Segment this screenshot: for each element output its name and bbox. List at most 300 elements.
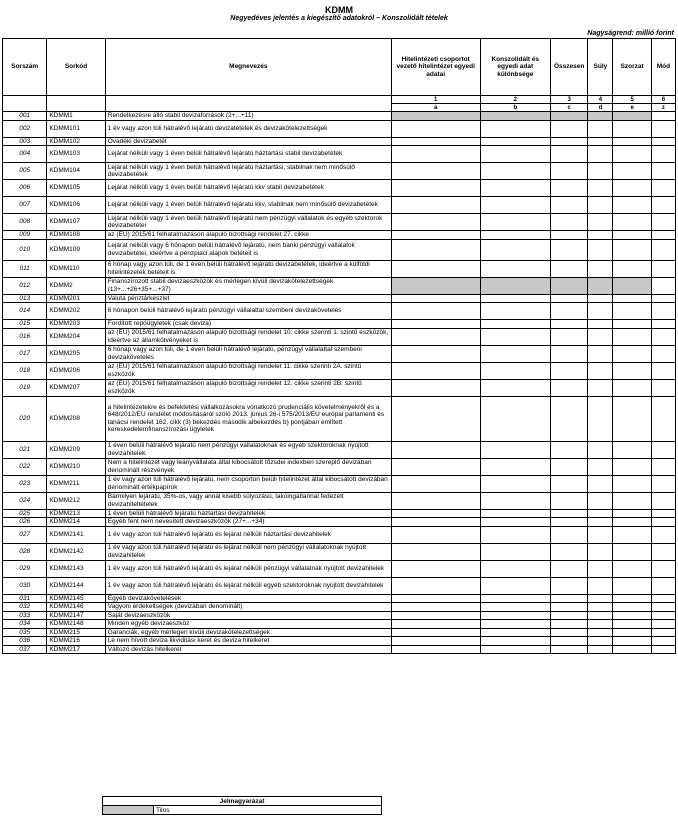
value-cell[interactable] (391, 294, 480, 303)
row-description: az (EU) 2015/61 felhatalmazáson alapuló bizottsági rendelet 27. cikke (105, 231, 391, 240)
value-cell[interactable] (391, 362, 480, 379)
table-row (3, 645, 676, 654)
value-cell[interactable] (588, 362, 613, 379)
value-cell[interactable] (613, 620, 651, 629)
col-letter: c (551, 104, 588, 112)
table-row (3, 603, 676, 612)
row-description: Egyéb fent nem nevesített devizaeszközök (27+...+34) (105, 518, 391, 527)
value-cell[interactable] (480, 603, 551, 612)
row-number: 016 (3, 328, 47, 345)
row-number: 031 (3, 594, 47, 603)
value-cell[interactable] (391, 214, 480, 231)
value-cell[interactable] (651, 458, 675, 475)
row-number: 027 (3, 526, 47, 543)
value-cell[interactable] (480, 509, 551, 518)
row-description: 1 éven belüli hátralévő lejáratú nem pénzügyi vállalatoknak és egyéb szektoroknak nyújtott devizahitelek (105, 441, 391, 458)
forbidden-cell (588, 277, 613, 294)
value-cell[interactable] (480, 458, 551, 475)
row-description: Vagyoni érdekeltségek (devizában denominált) (105, 603, 391, 612)
value-cell[interactable] (551, 320, 588, 329)
value-cell[interactable] (391, 620, 480, 629)
row-description: Finanszírozott stabil devizaeszközök és mérlegen kívüli devizakötelezettségek (13+...+26+35+...+37) (105, 277, 391, 294)
value-cell[interactable] (551, 163, 588, 180)
value-cell[interactable] (480, 197, 551, 214)
value-cell[interactable] (651, 577, 675, 594)
value-cell[interactable] (588, 303, 613, 320)
value-cell[interactable] (588, 560, 613, 577)
forbidden-cell (588, 112, 613, 121)
value-cell[interactable] (391, 320, 480, 329)
value-cell[interactable] (551, 137, 588, 146)
table-row (3, 260, 676, 277)
value-cell[interactable] (480, 492, 551, 509)
table-row (3, 214, 676, 231)
value-cell[interactable] (480, 518, 551, 527)
value-cell[interactable] (480, 441, 551, 458)
value-cell[interactable] (651, 112, 675, 121)
value-cell[interactable] (391, 611, 480, 620)
value-cell[interactable] (613, 294, 651, 303)
value-cell[interactable] (613, 362, 651, 379)
value-cell[interactable] (588, 180, 613, 197)
value-cell[interactable] (391, 120, 480, 137)
row-code: KDMM214 (47, 518, 105, 527)
row-code: KDMM208 (47, 396, 105, 441)
value-cell[interactable] (551, 260, 588, 277)
value-cell[interactable] (613, 603, 651, 612)
table-row (3, 560, 676, 577)
value-cell[interactable] (613, 637, 651, 646)
col-letter: d (588, 104, 613, 112)
value-cell[interactable] (551, 239, 588, 260)
value-cell[interactable] (551, 492, 588, 509)
value-cell[interactable] (391, 379, 480, 396)
value-cell[interactable] (613, 441, 651, 458)
value-cell[interactable] (391, 628, 480, 637)
value-cell[interactable] (613, 260, 651, 277)
value-cell[interactable] (480, 163, 551, 180)
value-cell[interactable] (551, 197, 588, 214)
value-cell[interactable] (613, 137, 651, 146)
table-row (3, 628, 676, 637)
value-cell[interactable] (551, 475, 588, 492)
value-cell[interactable] (588, 328, 613, 345)
value-cell[interactable] (613, 120, 651, 137)
table-row (3, 594, 676, 603)
value-cell[interactable] (480, 560, 551, 577)
value-cell[interactable] (551, 379, 588, 396)
table-row (3, 120, 676, 137)
row-number: 001 (3, 112, 47, 121)
table-row (3, 239, 676, 260)
value-cell[interactable] (588, 320, 613, 329)
value-cell[interactable] (651, 526, 675, 543)
value-cell[interactable] (588, 475, 613, 492)
value-cell[interactable] (391, 180, 480, 197)
value-cell[interactable] (588, 120, 613, 137)
forbidden-cell (613, 277, 651, 294)
report-title: KDMM (325, 5, 353, 15)
value-cell[interactable] (480, 260, 551, 277)
value-cell[interactable] (588, 379, 613, 396)
value-cell[interactable] (588, 594, 613, 603)
value-cell[interactable] (588, 231, 613, 240)
value-cell[interactable] (480, 320, 551, 329)
value-cell[interactable] (551, 543, 588, 560)
value-cell[interactable] (588, 396, 613, 441)
value-cell[interactable] (551, 594, 588, 603)
value-cell[interactable] (480, 328, 551, 345)
table-row (3, 492, 676, 509)
value-cell[interactable] (651, 594, 675, 603)
value-cell[interactable] (588, 345, 613, 362)
value-cell[interactable] (480, 611, 551, 620)
value-cell[interactable] (613, 396, 651, 441)
value-cell[interactable] (480, 543, 551, 560)
value-cell[interactable] (480, 214, 551, 231)
value-cell[interactable] (651, 645, 675, 654)
row-code: KDMM210 (47, 458, 105, 475)
row-number: 023 (3, 475, 47, 492)
value-cell[interactable] (613, 303, 651, 320)
row-number: 035 (3, 628, 47, 637)
value-cell[interactable] (551, 458, 588, 475)
row-number: 012 (3, 277, 47, 294)
value-cell[interactable] (588, 163, 613, 180)
value-cell[interactable] (551, 146, 588, 163)
value-cell[interactable] (651, 518, 675, 527)
value-cell[interactable] (651, 231, 675, 240)
value-cell[interactable] (551, 628, 588, 637)
value-cell[interactable] (391, 492, 480, 509)
value-cell[interactable] (588, 509, 613, 518)
value-cell[interactable] (613, 163, 651, 180)
value-cell[interactable] (613, 379, 651, 396)
value-cell[interactable] (480, 637, 551, 646)
row-number: 034 (3, 620, 47, 629)
value-cell[interactable] (391, 458, 480, 475)
row-number: 030 (3, 577, 47, 594)
value-cell[interactable] (391, 396, 480, 441)
table-row (3, 620, 676, 629)
value-cell[interactable] (588, 197, 613, 214)
value-cell[interactable] (588, 620, 613, 629)
value-cell[interactable] (651, 294, 675, 303)
value-cell[interactable] (391, 577, 480, 594)
value-cell[interactable] (651, 543, 675, 560)
value-cell[interactable] (480, 137, 551, 146)
value-cell[interactable] (391, 475, 480, 492)
value-cell[interactable] (651, 492, 675, 509)
row-code: KDMM105 (47, 180, 105, 197)
value-cell[interactable] (613, 560, 651, 577)
value-cell[interactable] (651, 603, 675, 612)
row-description: Lejárat nélküli vagy 1 éven belüli hátralévő lejáratú nem pénzügyi vállalatok és egyéb szektorok devizabetétei (105, 214, 391, 231)
value-cell[interactable] (613, 214, 651, 231)
value-cell[interactable] (480, 628, 551, 637)
value-cell[interactable] (551, 294, 588, 303)
row-number: 028 (3, 543, 47, 560)
table-row (3, 518, 676, 527)
row-number: 011 (3, 260, 47, 277)
value-cell[interactable] (391, 594, 480, 603)
value-cell[interactable] (551, 345, 588, 362)
value-cell[interactable] (588, 492, 613, 509)
value-cell[interactable] (613, 594, 651, 603)
value-cell[interactable] (480, 526, 551, 543)
value-cell[interactable] (613, 475, 651, 492)
row-description: Lejárat nélküli vagy 1 éven belüli hátralévő lejáratú kkv stabil devizabetétek (105, 180, 391, 197)
value-cell[interactable] (613, 577, 651, 594)
value-cell[interactable] (651, 345, 675, 362)
value-cell[interactable] (391, 146, 480, 163)
value-cell[interactable] (391, 645, 480, 654)
table-row (3, 509, 676, 518)
value-cell[interactable] (651, 260, 675, 277)
col-header-2: Konszolidált és egyedi adat különbsége (480, 39, 551, 96)
value-cell[interactable] (613, 146, 651, 163)
value-cell[interactable] (613, 328, 651, 345)
value-cell[interactable] (551, 603, 588, 612)
table-row (3, 146, 676, 163)
value-cell[interactable] (613, 197, 651, 214)
row-number: 007 (3, 197, 47, 214)
value-cell[interactable] (391, 543, 480, 560)
row-number: 026 (3, 518, 47, 527)
value-cell[interactable] (391, 518, 480, 527)
value-cell[interactable] (651, 611, 675, 620)
row-description: 6 hónapon belüli hátralévő lejáratú pénzügyi vállalattal szembeni devizakövetelés (105, 303, 391, 320)
value-cell[interactable] (651, 637, 675, 646)
value-cell[interactable] (651, 163, 675, 180)
value-cell[interactable] (651, 628, 675, 637)
value-cell[interactable] (613, 509, 651, 518)
value-cell[interactable] (651, 137, 675, 146)
value-cell[interactable] (551, 120, 588, 137)
value-cell[interactable] (391, 239, 480, 260)
value-cell[interactable] (651, 120, 675, 137)
value-cell[interactable] (651, 303, 675, 320)
value-cell[interactable] (651, 239, 675, 260)
value-cell[interactable] (551, 231, 588, 240)
value-cell[interactable] (613, 518, 651, 527)
value-cell[interactable] (651, 396, 675, 441)
col-number: 2 (480, 96, 551, 104)
value-cell[interactable] (588, 214, 613, 231)
value-cell[interactable] (391, 526, 480, 543)
value-cell[interactable] (480, 180, 551, 197)
row-code: KDMM201 (47, 294, 105, 303)
row-code: KDMM2144 (47, 577, 105, 594)
value-cell[interactable] (613, 628, 651, 637)
value-cell[interactable] (551, 577, 588, 594)
col-letter: b (480, 104, 551, 112)
value-cell[interactable] (588, 628, 613, 637)
value-cell[interactable] (588, 526, 613, 543)
value-cell[interactable] (391, 345, 480, 362)
value-cell[interactable] (588, 294, 613, 303)
value-cell[interactable] (480, 620, 551, 629)
value-cell[interactable] (588, 260, 613, 277)
value-cell[interactable] (480, 396, 551, 441)
row-number: 037 (3, 645, 47, 654)
col-number: 3 (551, 96, 588, 104)
legend-item-label: Tilos (154, 806, 382, 815)
value-cell[interactable] (391, 637, 480, 646)
value-cell[interactable] (613, 492, 651, 509)
forbidden-cell (613, 112, 651, 121)
value-cell[interactable] (551, 518, 588, 527)
row-code: KDMM2142 (47, 543, 105, 560)
value-cell[interactable] (588, 458, 613, 475)
value-cell[interactable] (551, 637, 588, 646)
row-code: KDMM101 (47, 120, 105, 137)
value-cell[interactable] (613, 231, 651, 240)
value-cell[interactable] (551, 620, 588, 629)
value-cell[interactable] (480, 379, 551, 396)
value-cell[interactable] (551, 303, 588, 320)
value-cell[interactable] (551, 328, 588, 345)
value-cell[interactable] (480, 577, 551, 594)
value-cell[interactable] (613, 320, 651, 329)
value-cell[interactable] (480, 294, 551, 303)
value-cell[interactable] (391, 163, 480, 180)
value-cell[interactable] (588, 146, 613, 163)
value-cell[interactable] (651, 560, 675, 577)
row-code: KDMM2148 (47, 620, 105, 629)
value-cell[interactable] (480, 303, 551, 320)
table-row (3, 345, 676, 362)
row-description: 6 hónap vagy azon túli, de 1 éven belüli hátralévő lejáratú, pénzügyi vállalattal szembeni devizakövetelés (105, 345, 391, 362)
value-cell[interactable] (391, 303, 480, 320)
value-cell[interactable] (588, 137, 613, 146)
forbidden-cell (391, 277, 480, 294)
row-number: 006 (3, 180, 47, 197)
value-cell[interactable] (480, 231, 551, 240)
value-cell[interactable] (551, 180, 588, 197)
data-table (2, 38, 676, 654)
value-cell[interactable] (651, 180, 675, 197)
row-number: 015 (3, 320, 47, 329)
value-cell[interactable] (391, 260, 480, 277)
row-number: 008 (3, 214, 47, 231)
value-cell[interactable] (613, 526, 651, 543)
value-cell[interactable] (551, 560, 588, 577)
value-cell[interactable] (391, 137, 480, 146)
value-cell[interactable] (588, 611, 613, 620)
row-code: KDMM206 (47, 362, 105, 379)
value-cell[interactable] (551, 611, 588, 620)
value-cell[interactable] (551, 362, 588, 379)
col-header-sorkod: Sorkód (47, 39, 105, 96)
value-cell[interactable] (651, 475, 675, 492)
value-cell[interactable] (391, 328, 480, 345)
value-cell[interactable] (613, 611, 651, 620)
value-cell[interactable] (651, 320, 675, 329)
row-code: KDMM2143 (47, 560, 105, 577)
row-description: 1 év vagy azon túli hátralévő lejáratú és lejárat nélküli egyéb szektoroknak nyújtott devizahitelek (105, 577, 391, 594)
col-header-5: Szorzat (613, 39, 651, 96)
value-cell[interactable] (480, 345, 551, 362)
row-code: KDMM205 (47, 345, 105, 362)
value-cell[interactable] (588, 518, 613, 527)
value-cell[interactable] (613, 239, 651, 260)
value-cell[interactable] (651, 509, 675, 518)
value-cell[interactable] (651, 362, 675, 379)
value-cell[interactable] (588, 577, 613, 594)
value-cell[interactable] (651, 214, 675, 231)
value-cell[interactable] (588, 603, 613, 612)
value-cell[interactable] (613, 543, 651, 560)
value-cell[interactable] (480, 239, 551, 260)
row-code: KDMM204 (47, 328, 105, 345)
value-cell[interactable] (651, 620, 675, 629)
value-cell[interactable] (391, 231, 480, 240)
value-cell[interactable] (551, 396, 588, 441)
value-cell[interactable] (551, 526, 588, 543)
value-cell[interactable] (391, 197, 480, 214)
row-code: KDMM2145 (47, 594, 105, 603)
value-cell[interactable] (480, 362, 551, 379)
value-cell[interactable] (551, 441, 588, 458)
col-header-sorszam: Sorszám (3, 39, 47, 96)
col-header-4: Súly (588, 39, 613, 96)
table-row (3, 303, 676, 320)
forbidden-cell (480, 277, 551, 294)
value-cell[interactable] (651, 441, 675, 458)
value-cell[interactable] (551, 214, 588, 231)
value-cell[interactable] (613, 458, 651, 475)
value-cell[interactable] (651, 146, 675, 163)
row-code: KDMM207 (47, 379, 105, 396)
value-cell[interactable] (651, 197, 675, 214)
value-cell[interactable] (613, 180, 651, 197)
row-number: 018 (3, 362, 47, 379)
row-number: 025 (3, 509, 47, 518)
value-cell[interactable] (588, 543, 613, 560)
value-cell[interactable] (480, 594, 551, 603)
value-cell[interactable] (391, 441, 480, 458)
value-cell[interactable] (391, 560, 480, 577)
value-cell[interactable] (551, 509, 588, 518)
row-number: 013 (3, 294, 47, 303)
value-cell[interactable] (480, 146, 551, 163)
value-cell[interactable] (551, 645, 588, 654)
value-cell[interactable] (391, 509, 480, 518)
row-description: 1 év vagy azon túli hátralévő lejáratú, nem csoporton belüli hitelintézet által kibocsátott devizában denominált értékpapírok (105, 475, 391, 492)
value-cell[interactable] (391, 603, 480, 612)
value-cell[interactable] (588, 637, 613, 646)
value-cell[interactable] (588, 441, 613, 458)
row-description: Le nem hívott deviza likviditási keret és deviza hitelkeret (105, 637, 391, 646)
row-code: KDMM2 (47, 277, 105, 294)
value-cell[interactable] (613, 345, 651, 362)
value-cell[interactable] (480, 475, 551, 492)
value-cell[interactable] (480, 120, 551, 137)
row-number: 019 (3, 379, 47, 396)
header-row (3, 39, 676, 96)
value-cell[interactable] (480, 645, 551, 654)
row-code: KDMM110 (47, 260, 105, 277)
value-cell[interactable] (588, 645, 613, 654)
value-cell[interactable] (651, 277, 675, 294)
table-row (3, 577, 676, 594)
value-cell[interactable] (588, 239, 613, 260)
row-description: Saját devizaeszközök (105, 611, 391, 620)
value-cell[interactable] (613, 645, 651, 654)
value-cell[interactable] (651, 328, 675, 345)
value-cell[interactable] (651, 379, 675, 396)
